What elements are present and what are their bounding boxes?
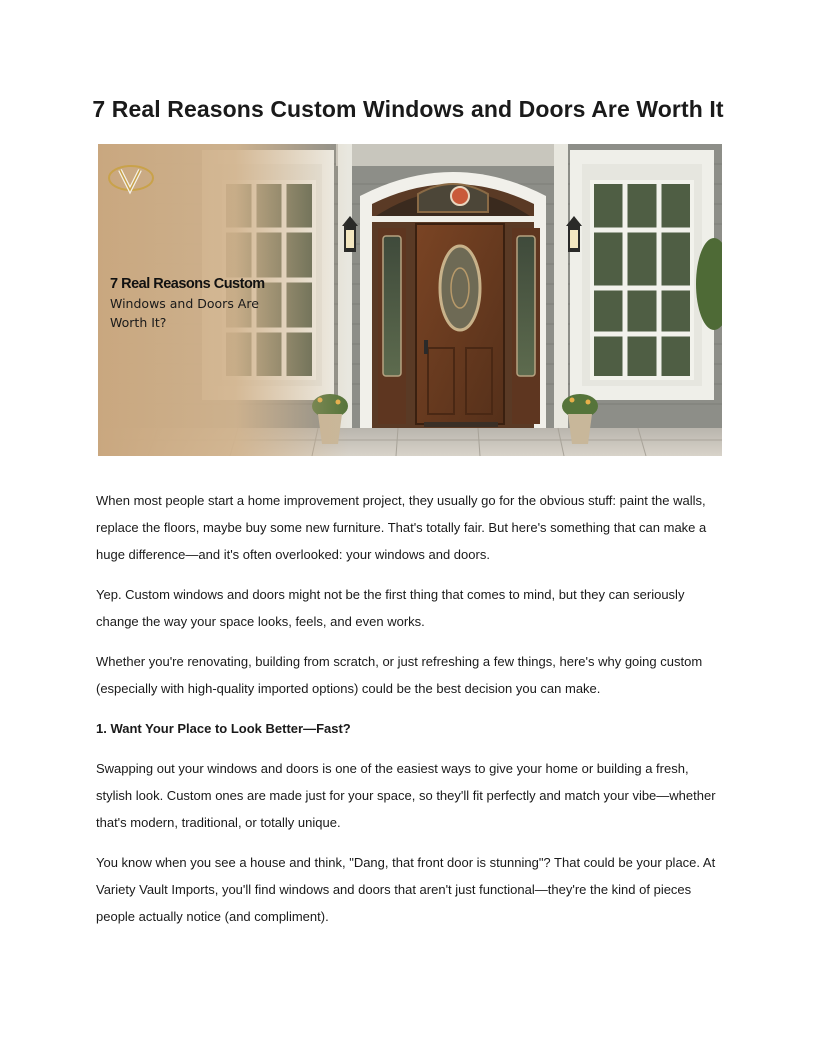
section-heading-1: 1. Want Your Place to Look Better—Fast?	[96, 721, 351, 736]
article-body	[96, 487, 721, 943]
right-window	[570, 150, 714, 400]
doormat	[424, 422, 498, 427]
paragraph-5: You know when you see a house and think, "Dang, that front door is stunning"? That could be your place. At Variety Vault Imports, you'll find windows and doors that aren't just functional—they're the kind of pieces people actually notice (and compliment).	[96, 855, 716, 924]
paragraph-intro: When most people start a home improvement project, they usually go for the obvious stuff: paint the walls, replace the floors, maybe buy some new furniture. That's totally fair. But here's something that can make a huge difference—and it's often overlooked: your windows and doors.	[96, 493, 707, 562]
brand-logo	[106, 158, 158, 198]
front-door	[416, 224, 504, 424]
page-title: 7 Real Reasons Custom Windows and Doors Are Worth It	[92, 96, 724, 122]
hero-overlay-title	[110, 276, 300, 332]
logo-emblem-icon	[106, 158, 158, 198]
hero-overlay-line1: 7 Real Reasons Custom	[110, 276, 265, 292]
paragraph-2: Yep. Custom windows and doors might not be the first thing that comes to mind, but they can seriously change the way your space looks, feels, and even works.	[96, 587, 685, 629]
paragraph-4: Swapping out your windows and doors is one of the easiest ways to give your home or building a fresh, stylish look. Custom ones are made just for your space, so they'll fit perfectly and match your vibe—whether that's modern, traditional, or totally unique.	[96, 761, 716, 830]
sidelight-left	[378, 228, 406, 424]
paragraph-3: Whether you're renovating, building from scratch, or just refreshing a few things, here's why going custom (especially with high-quality imported options) could be the best decision you can make.	[96, 654, 703, 696]
hero-image	[98, 144, 722, 456]
hero-overlay-line2: Windows and Doors Are Worth It?	[110, 296, 259, 330]
sidelight-right	[512, 228, 540, 424]
